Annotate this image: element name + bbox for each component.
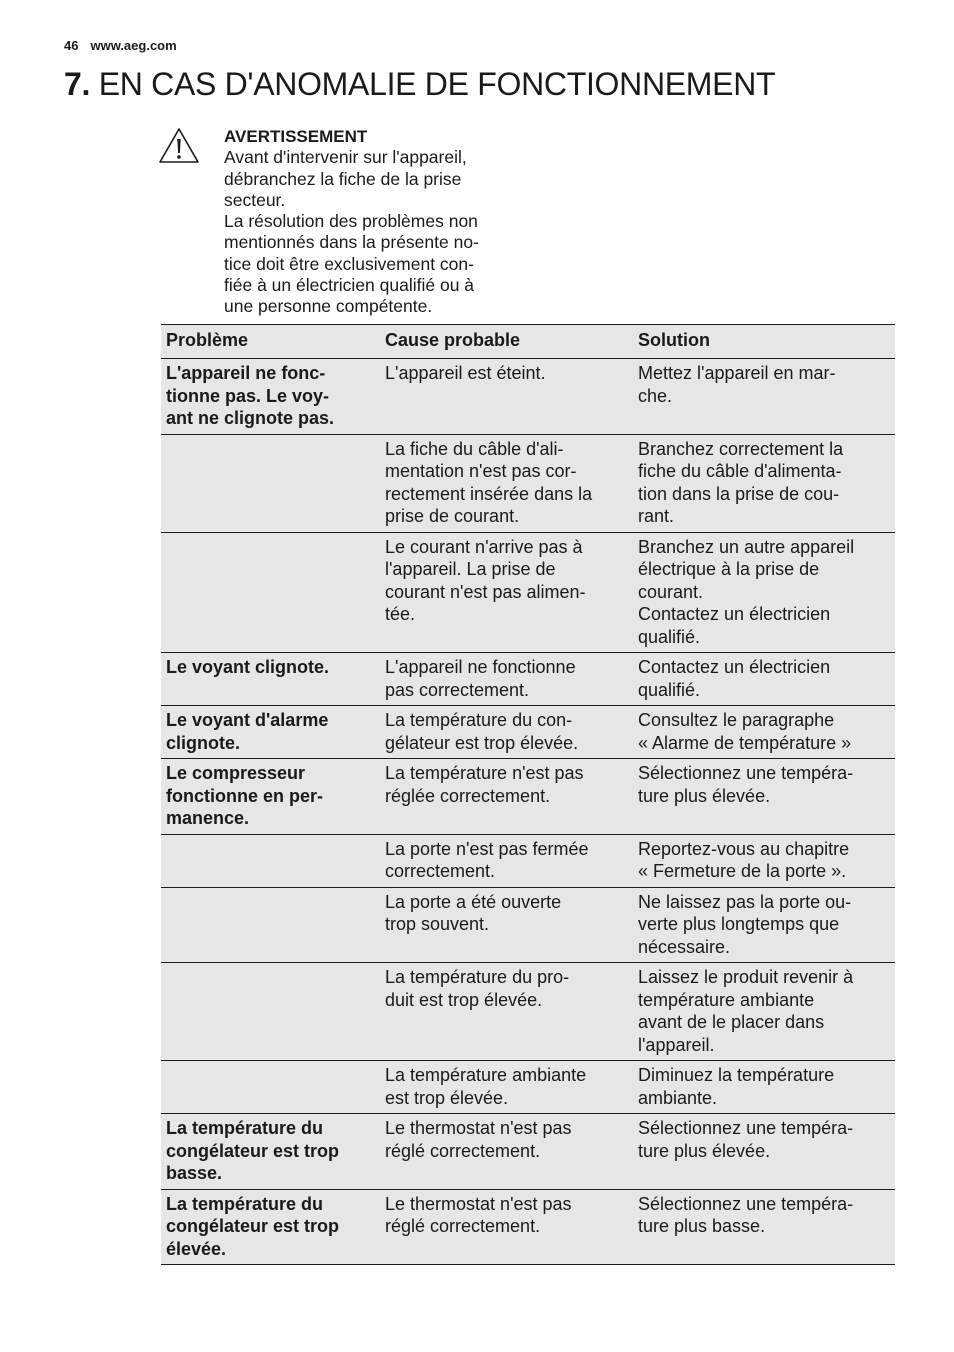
table-header-row bbox=[161, 325, 895, 359]
table-row bbox=[161, 653, 895, 706]
problem-text-line: congélateur est trop bbox=[166, 1216, 340, 1236]
warning-body bbox=[224, 147, 479, 317]
solution-text-line: tion dans la prise de cou- bbox=[638, 483, 840, 504]
cause-text-line: L'appareil est éteint. bbox=[385, 363, 546, 383]
solution-text-line: qualifié. bbox=[638, 679, 701, 700]
table-row bbox=[161, 706, 895, 759]
solution-text-line: Branchez un autre appareil bbox=[638, 536, 855, 557]
solution-text-line: Sélectionnez une tempéra- bbox=[638, 1118, 854, 1138]
table-row bbox=[161, 759, 895, 835]
warning-line: secteur. bbox=[224, 189, 286, 210]
cause-text-line: duit est trop élevée. bbox=[385, 989, 543, 1010]
warning-line: une personne compétente. bbox=[224, 296, 433, 317]
table-row bbox=[161, 1061, 895, 1114]
cause-text-line: rectement insérée dans la bbox=[385, 483, 593, 504]
website-url: www.aeg.com bbox=[90, 38, 177, 53]
cause-cell bbox=[380, 1189, 633, 1265]
solution-text-line: ambiante. bbox=[638, 1087, 718, 1108]
solution-cell bbox=[633, 887, 895, 963]
solution-text-line: ture plus basse. bbox=[638, 1216, 766, 1236]
cause-text-line: réglée correctement. bbox=[385, 785, 551, 806]
cause-text-line: Le courant n'arrive pas à bbox=[385, 536, 583, 557]
problem-text-line: ant ne clignote pas. bbox=[166, 408, 335, 428]
problem-cell bbox=[161, 359, 380, 435]
problem-text-line: Le compresseur bbox=[166, 763, 306, 783]
cause-text-line: réglé correctement. bbox=[385, 1216, 541, 1236]
problem-cell bbox=[161, 1189, 380, 1265]
cause-text-line: Le thermostat n'est pas bbox=[385, 1193, 572, 1214]
cause-text-line: courant n'est pas alimen- bbox=[385, 581, 586, 602]
chapter-number: 7. bbox=[64, 66, 91, 102]
cause-text-line: est trop élevée. bbox=[385, 1087, 509, 1108]
solution-text-line: ture plus élevée. bbox=[638, 1140, 771, 1161]
solution-cell bbox=[633, 1114, 895, 1190]
solution-cell bbox=[633, 653, 895, 706]
problem-text-line: manence. bbox=[166, 808, 250, 828]
problem-text-line: congélateur est trop bbox=[166, 1140, 340, 1161]
solution-text-line: Reportez-vous au chapitre bbox=[638, 838, 850, 859]
cause-text-line: La porte a été ouverte bbox=[385, 891, 562, 912]
table-row bbox=[161, 532, 895, 653]
solution-cell bbox=[633, 963, 895, 1061]
problem-cell bbox=[161, 434, 380, 532]
cause-text-line: trop souvent. bbox=[385, 914, 490, 934]
solution-cell bbox=[633, 359, 895, 435]
cause-cell bbox=[380, 759, 633, 835]
problem-cell bbox=[161, 532, 380, 653]
warning-text bbox=[224, 126, 479, 318]
warning-line: débranchez la fiche de la prise bbox=[224, 168, 462, 189]
problem-cell bbox=[161, 706, 380, 759]
chapter-title bbox=[64, 66, 775, 103]
problem-cell bbox=[161, 963, 380, 1061]
warning-line: tice doit être exclusivement con- bbox=[224, 253, 474, 274]
cause-text-line: La température du con- bbox=[385, 710, 573, 730]
chapter-title-text: EN CAS D'ANOMALIE DE FONCTIONNEMENT bbox=[98, 66, 776, 102]
column-header-problem: Problème bbox=[161, 325, 380, 359]
cause-text-line: La porte n'est pas fermée bbox=[385, 838, 589, 859]
problem-cell bbox=[161, 1061, 380, 1114]
solution-text-line: Diminuez la température bbox=[638, 1065, 835, 1085]
table-row bbox=[161, 1189, 895, 1265]
problem-cell bbox=[161, 887, 380, 963]
problem-text-line: tionne pas. Le voy- bbox=[166, 385, 330, 406]
solution-text-line: Mettez l'appareil en mar- bbox=[638, 363, 836, 383]
solution-text-line: Ne laissez pas la porte ou- bbox=[638, 891, 852, 912]
warning-box bbox=[158, 126, 518, 318]
solution-text-line: rant. bbox=[638, 506, 675, 526]
cause-text-line: pas correctement. bbox=[385, 679, 530, 700]
problem-text-line: élevée. bbox=[166, 1238, 227, 1259]
warning-line: Avant d'intervenir sur l'appareil, bbox=[224, 147, 467, 168]
solution-text-line: Consultez le paragraphe bbox=[638, 710, 835, 730]
cause-text-line: gélateur est trop élevée. bbox=[385, 732, 579, 753]
problem-cell bbox=[161, 653, 380, 706]
page-header bbox=[64, 38, 177, 53]
solution-cell bbox=[633, 834, 895, 887]
problem-text-line: L'appareil ne fonc- bbox=[166, 363, 326, 383]
cause-cell bbox=[380, 887, 633, 963]
problem-text-line: clignote. bbox=[166, 732, 241, 753]
solution-text-line: électrique à la prise de bbox=[638, 559, 820, 579]
cause-text-line: l'appareil. La prise de bbox=[385, 559, 556, 579]
problem-cell bbox=[161, 759, 380, 835]
table-row bbox=[161, 1114, 895, 1190]
solution-cell bbox=[633, 1189, 895, 1265]
solution-text-line: verte plus longtemps que bbox=[638, 914, 840, 934]
problem-text-line: fonctionne en per- bbox=[166, 785, 323, 806]
cause-text-line: La température ambiante bbox=[385, 1065, 587, 1085]
troubleshooting-table bbox=[161, 324, 895, 1265]
cause-cell bbox=[380, 963, 633, 1061]
solution-cell bbox=[633, 759, 895, 835]
problem-cell bbox=[161, 1114, 380, 1190]
cause-cell bbox=[380, 434, 633, 532]
problem-cell bbox=[161, 834, 380, 887]
solution-text-line: qualifié. bbox=[638, 626, 701, 647]
solution-text-line: che. bbox=[638, 385, 673, 406]
problem-text-line: Le voyant d'alarme bbox=[166, 710, 329, 730]
cause-cell bbox=[380, 1114, 633, 1190]
solution-text-line: fiche du câble d'alimenta- bbox=[638, 461, 842, 481]
warning-title: AVERTISSEMENT bbox=[224, 127, 368, 146]
page-number: 46 bbox=[64, 38, 79, 53]
cause-cell bbox=[380, 653, 633, 706]
cause-cell bbox=[380, 706, 633, 759]
table-row bbox=[161, 887, 895, 963]
solution-text-line: Branchez correctement la bbox=[638, 438, 844, 459]
solution-text-line: « Alarme de température » bbox=[638, 732, 852, 753]
solution-cell bbox=[633, 532, 895, 653]
cause-text-line: Le thermostat n'est pas bbox=[385, 1118, 572, 1138]
solution-text-line: Laissez le produit revenir à bbox=[638, 967, 854, 987]
cause-text-line: prise de courant. bbox=[385, 506, 520, 526]
solution-text-line: Sélectionnez une tempéra- bbox=[638, 763, 854, 783]
cause-text-line: La température n'est pas bbox=[385, 763, 584, 783]
problem-text-line: Le voyant clignote. bbox=[166, 657, 330, 677]
cause-text-line: La fiche du câble d'ali- bbox=[385, 438, 564, 459]
column-header-cause: Cause probable bbox=[380, 325, 633, 359]
solution-text-line: température ambiante bbox=[638, 989, 815, 1010]
cause-text-line: réglé correctement. bbox=[385, 1140, 541, 1161]
solution-cell bbox=[633, 706, 895, 759]
problem-text-line: basse. bbox=[166, 1163, 223, 1183]
solution-text-line: l'appareil. bbox=[638, 1034, 715, 1055]
cause-text-line: mentation n'est pas cor- bbox=[385, 461, 577, 481]
problem-text-line: La température du bbox=[166, 1193, 324, 1214]
warning-line: fiée à un électricien qualifié ou à bbox=[224, 275, 475, 296]
problem-text-line: La température du bbox=[166, 1118, 324, 1138]
table-row bbox=[161, 963, 895, 1061]
column-header-solution: Solution bbox=[633, 325, 895, 359]
solution-cell bbox=[633, 1061, 895, 1114]
table-row bbox=[161, 359, 895, 435]
solution-cell bbox=[633, 434, 895, 532]
solution-text-line: courant. bbox=[638, 581, 704, 602]
table-row bbox=[161, 834, 895, 887]
solution-text-line: Contactez un électricien bbox=[638, 657, 831, 677]
cause-cell bbox=[380, 359, 633, 435]
solution-text-line: ture plus élevée. bbox=[638, 785, 771, 806]
solution-text-line: Contactez un électricien bbox=[638, 604, 831, 624]
solution-text-line: avant de le placer dans bbox=[638, 1012, 825, 1032]
warning-line: La résolution des problèmes non bbox=[224, 211, 478, 232]
cause-text-line: tée. bbox=[385, 604, 416, 624]
warning-triangle-icon bbox=[158, 126, 200, 166]
warning-line: mentionnés dans la présente no- bbox=[224, 232, 479, 253]
cause-text-line: L'appareil ne fonctionne bbox=[385, 657, 576, 677]
cause-text-line: correctement. bbox=[385, 861, 496, 881]
solution-text-line: Sélectionnez une tempéra- bbox=[638, 1193, 854, 1214]
table-body bbox=[161, 359, 895, 1265]
cause-cell bbox=[380, 532, 633, 653]
cause-cell bbox=[380, 834, 633, 887]
table-row bbox=[161, 434, 895, 532]
solution-text-line: « Fermeture de la porte ». bbox=[638, 861, 847, 881]
cause-cell bbox=[380, 1061, 633, 1114]
cause-text-line: La température du pro- bbox=[385, 967, 570, 987]
solution-text-line: nécessaire. bbox=[638, 936, 731, 957]
